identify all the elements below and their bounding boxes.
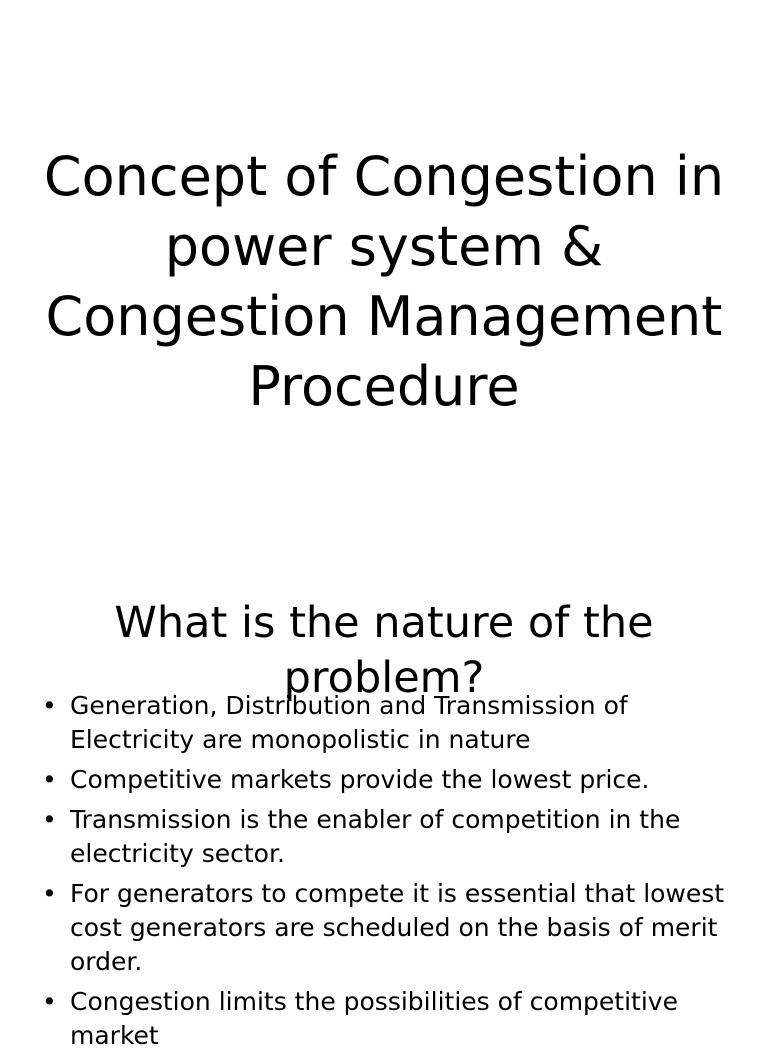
bullet-list	[42, 689, 732, 1059]
list-item-text: Competitive markets provide the lowest price.	[70, 765, 650, 794]
section-heading: What is the nature of the problem?	[114, 598, 654, 703]
list-item	[42, 877, 732, 979]
bullet-icon: •	[42, 765, 57, 794]
slide-title: Concept of Congestion in power system & Congestion Management Procedure	[43, 145, 725, 418]
bullet-icon: •	[42, 805, 57, 834]
bullet-icon: •	[42, 691, 57, 720]
bullet-icon: •	[42, 987, 57, 1016]
list-item-text: For generators to compete it is essential that lowest cost generators are scheduled on the basis of merit order.	[70, 879, 725, 976]
bullet-icon: •	[42, 879, 57, 908]
list-item	[42, 689, 732, 757]
list-item-text: Generation, Distribution and Transmission of Electricity are monopolistic in nature	[70, 691, 628, 754]
list-item	[42, 803, 732, 871]
list-item-text: Transmission is the enabler of competition in the electricity sector.	[70, 805, 681, 868]
list-item-text: Congestion limits the possibilities of competitive market	[70, 987, 678, 1050]
list-item	[42, 763, 732, 797]
list-item	[42, 985, 732, 1053]
